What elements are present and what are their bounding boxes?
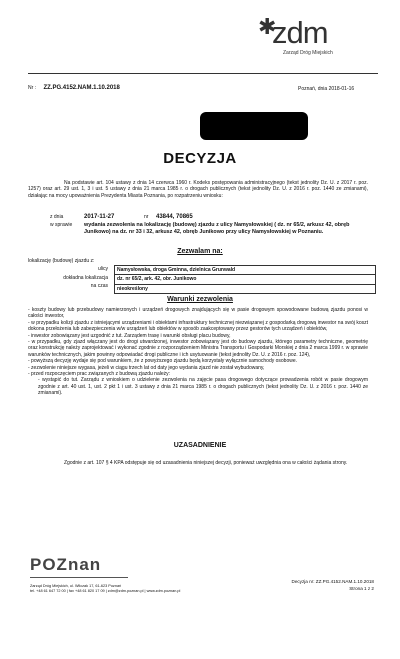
condition-item: - w przypadku, gdy zjazd włączany jest do drogi utwardzonej, inwestor zobowiązany jest do budowy zjazdu, którego parametry techniczne, geometrię oraz konstrukcję należy zaprojektować i wykonać zgodnie z rozporządzeniem Ministra Transportu i Gospodarki Morskiej z dnia 2 marca 1999 r. w sprawie warunków technicznych, jakim powinny odpowiadać drogi publiczne i ich usytuowanie (tekst jednolity Dz. U. z 2016 r. poz. 124), [28, 339, 368, 358]
plot-label: dokładna lokalizacja [63, 274, 108, 281]
footer-contact [30, 584, 260, 594]
nr-label: nr [144, 214, 149, 220]
request-date: 2017-11-27 [84, 214, 115, 220]
permit-time: nieokreślony [117, 285, 148, 292]
header-divider [28, 73, 378, 74]
justification-heading: UZASADNIENIE [173, 442, 227, 449]
footer-decision-ref: Decyzja nr: ZZ.PG.4152.NAM.1.10.2018 [291, 579, 374, 584]
condition-item: - powyższą decyzję wydaje się pod warunkiem, że z powyższego zjazdu będą korzystały wyłącznie samochody osobowe. [28, 358, 298, 365]
ref-label: Nr : [28, 85, 37, 91]
permit-street: Namysłowska, droga Gminna, dzielnica Grunwald [117, 267, 236, 273]
logo-subtitle: Zarząd Dróg Miejskich [283, 50, 333, 56]
request-subject-row [50, 222, 370, 235]
condition-item: - inwestor zobowiązany jest uzgodnić z tut. Zarządem trasę i warunki obsługi placu budowy, [28, 332, 231, 339]
zdm-logo: zdm [272, 15, 328, 50]
request-date-row [50, 214, 370, 220]
request-block [50, 214, 370, 235]
street-label: ulicy [97, 266, 108, 272]
place-date: Poznań, dnia 2018-01-16 [298, 86, 355, 92]
permit-plot-row [115, 275, 375, 284]
footer-ref [270, 578, 374, 592]
permit-plot: dz. nr 65/2, ark. 42, obr. Junikowo [117, 276, 197, 283]
subject-label: w sprawie [50, 222, 73, 229]
redacted-address-block [200, 112, 308, 140]
document-title: DECYZJA [163, 150, 237, 167]
justification-text: Zgodnie z art. 107 § 4 KPA odstępuje się od uzasadnienia niniejszej decyzji, ponieważ uwzględnia ona w całości żądania strony. [64, 460, 348, 466]
condition-item: - w przypadku kolizji zjazdu z istniejącymi urządzeniami i obiektami infrastruktury technicznej niezwiązanej z gospodarką drogową inwestor na swój koszt dokona przełożenia lub zabezpieczenia w/w urządzeń lub obiektów w sposób zaakceptowany przez gestorów tych urządzeń i obiektów, [28, 319, 368, 333]
conditions-heading: Warunki zezwolenia [167, 296, 233, 303]
condition-item: - koszty budowy lub przebudowy namierzonych i urządzeń drogowych znajdujących się w pasie drogowym spowodowane budową zjazdu ponosi w całości inwestor, [28, 307, 368, 320]
time-label: na czas [90, 283, 108, 289]
footer-page-number: Strona 1 z 2 [349, 586, 374, 591]
asterisk-logo-icon: ✱ [258, 14, 277, 39]
footer-address: Zarząd Dróg Miejskich, ul. Wilczak 17, 61-623 Poznań [30, 584, 122, 588]
ref-line [28, 85, 120, 91]
permit-box [114, 265, 376, 294]
permit-heading: Zezwalam na: [177, 248, 223, 255]
footer-contacts: tel. +48 61 647 72 00 | fax +48 61 820 17 09 | zdm@zdm.poznan.pl | www.zdm.poznan.pl [30, 589, 181, 593]
intro-paragraph: Na podstawie art. 104 ustawy z dnia 14 czerwca 1960 r. Kodeks postępowania administracyjnego (tekst jednolity Dz. U. z 2017 r. poz. 1257) oraz art. 29 ust. 1, 3 i ust. 5 ustawy z dnia 21 marca 1985 r. o drogach publicznych (tekst jednolity Dz. U. z 2016 r. poz. 1440 ze zmianami), działając na mocy upoważnienia Prezydenta Miasta Poznania, po rozpatrzeniu wniosku: [28, 180, 368, 199]
permit-street-row [115, 266, 375, 275]
ref-number: ZZ.PG.4152.NAM.1.10.2018 [43, 85, 120, 91]
conditions-list [28, 307, 368, 397]
condition-item: - zezwolenie niniejsze wygasa, jeżeli w ciągu trzech lat od daty jego wydania zjazd nie został wybudowany, [28, 364, 265, 371]
date-label: z dnia [50, 214, 64, 220]
condition-item: - przed rozpoczęciem prac związanych z budową zjazdu należy: [28, 371, 171, 378]
permit-time-row [115, 285, 375, 293]
footer-logo-underline [30, 577, 128, 578]
poznan-logo: POZnan [30, 555, 102, 574]
condition-subitem: - wystąpić do tut. Zarządu z wnioskiem o udzielenie zezwolenia na zajęcie pasa drogowego dotyczące prowadzenia robót w pasie drogowym zgodnie z art. 40 ust. 1, ust. 2 pkt 1 i ust. 3 ustawy z dnia 21 marca 1985 r. o drogach publicznych (tekst jednolity Dz. U. z 2016 r. poz. 1440 ze zmianami). [38, 377, 368, 397]
request-nr: 43844, 70865 [156, 214, 193, 220]
request-subject: wydania zezwolenia na lokalizację (budowę) zjazdu z ulicy Namysłowskiej ( dz. nr 65/2, arkusz 42, obręb Junikowo) na dz. nr 33 i 32, arkusz 42, obręb Junikowo przy ulicy Namysłowskiej w Poznaniu. [84, 222, 350, 235]
location-label: lokalizację (budowę) zjazdu z: [28, 258, 95, 264]
